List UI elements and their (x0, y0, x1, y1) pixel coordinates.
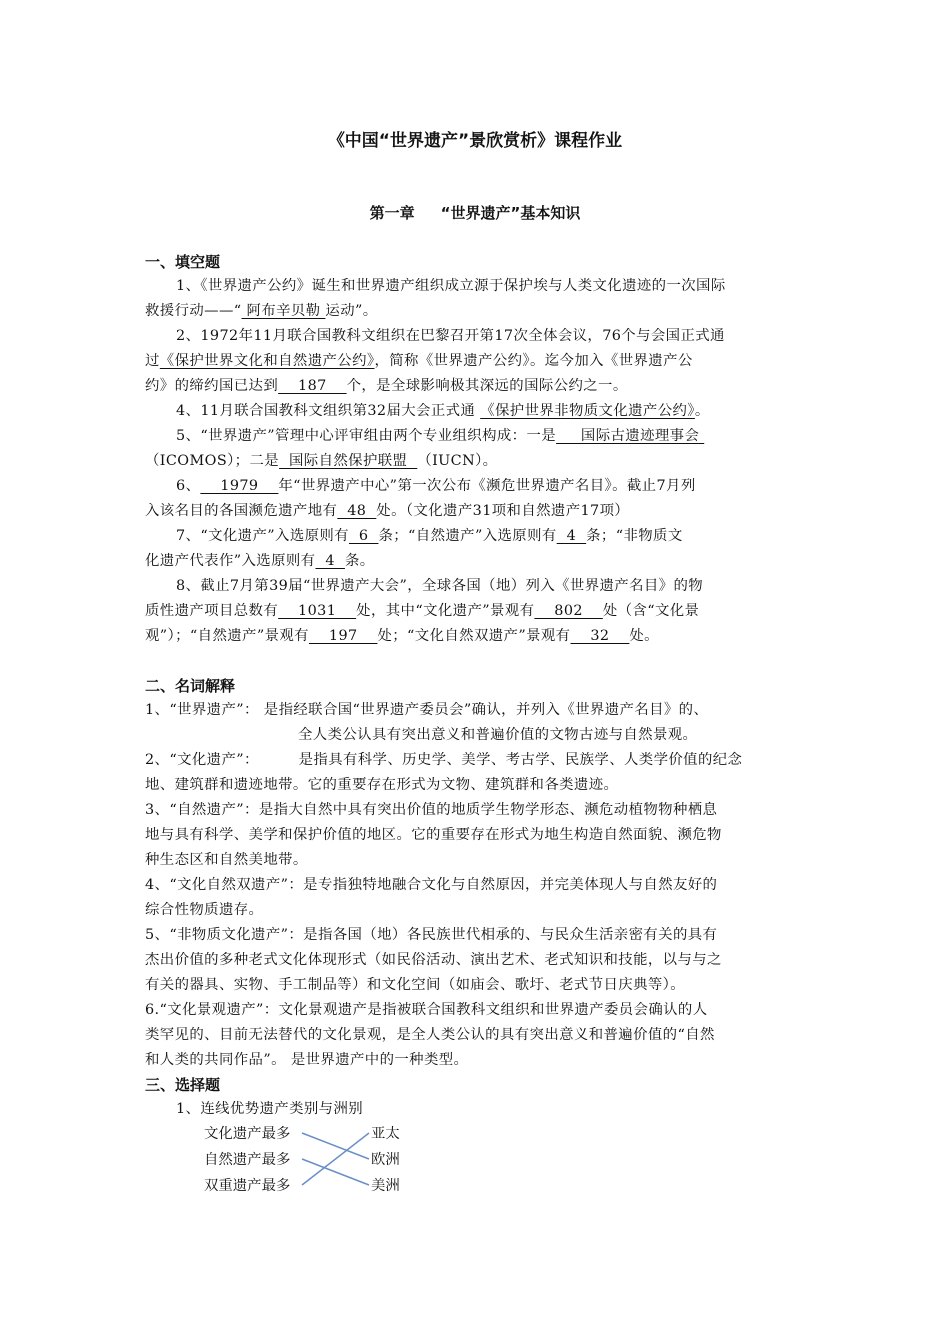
definition-3-line-1: 3、“自然遗产”：是指大自然中具有突出价值的地质学生物学形态、濒危动植物物种栖息 (145, 802, 718, 818)
definition-3-line-2: 地与具有科学、美学和保护价值的地区。它的重要存在形式为地生构造自然面貌、濒危物 (145, 827, 722, 843)
definition-5-line-2: 杰出价值的多种老式文化体现形式（如民俗活动、演出艺术、老式知识和技能，以与与之 (145, 952, 722, 968)
definition-2-line-2: 地、建筑群和遗迹地带。它的重要存在形式为文物、建筑群和各类遗迹。 (145, 777, 619, 793)
definition-4-line-2: 综合性物质遗存。 (145, 902, 264, 918)
definition-4-line-1: 4、“文化自然双遗产”：是专指独特地融合文化与自然原因，并完美体现人与自然友好的 (145, 877, 718, 893)
matching-question: 1、连线优势遗产类别与洲别 (176, 1101, 364, 1117)
question-2-line-3: 约》的缔约国已达到 187 个，是全球影响极其深远的国际公约之一。 (145, 378, 628, 394)
question-2-line-2: 过《保护世界文化和自然遗产公约》，简称《世界遗产公约》。迄今加入《世界遗产公 (145, 353, 693, 369)
question-6-line-2: 入该名目的各国濒危遗产地有 48 处。（文化遗产31项和自然遗产17项） (145, 503, 630, 519)
right-item-americas: 美洲 (371, 1178, 400, 1194)
question-1-line-2: 救援行动——“ 阿布辛贝勒 运动”。 (145, 303, 378, 319)
question-2-line-1: 2、1972年11月联合国教科文组织在巴黎召开第17次全体会议，76个与会国正式通 (176, 328, 725, 344)
definition-3-line-3: 种生态区和自然美地带。 (145, 852, 308, 868)
right-item-asia-pacific: 亚太 (371, 1126, 400, 1142)
answer-blank: 《保护世界非物质文化遗产公约》 (480, 403, 695, 419)
left-item-mixed: 双重遗产最多 (204, 1178, 291, 1194)
answer-blank: 国际自然保护联盟 (279, 453, 418, 469)
connector-cultural-europe (302, 1133, 369, 1159)
question-5-line-2: （ICOMOS）；二是 国际自然保护联盟 （IUCN）。 (145, 453, 498, 469)
answer-blank: 48 (337, 503, 377, 519)
question-5-line-1: 5、“世界遗产”管理中心评审组由两个专业组织构成：一是 国际古遗迹理事会 (176, 428, 705, 444)
answer-blank: 1031 (278, 603, 357, 619)
definition-2-line-1: 2、“文化遗产”： 是指具有科学、历史学、美学、考古学、民族学、人类学价值的纪念 (145, 752, 743, 768)
answer-blank: 32 (570, 628, 630, 644)
answer-blank: 197 (308, 628, 378, 644)
left-item-cultural: 文化遗产最多 (204, 1126, 291, 1142)
answer-blank: 4 (315, 553, 345, 569)
question-7-line-1: 7、“文化遗产”入选原则有 6 条；“自然遗产”入选原则有 4 条；“非物质文 (176, 528, 683, 544)
chapter-title: “世界遗产”基本知识 (440, 204, 581, 222)
answer-blank: 187 (278, 378, 347, 394)
chapter-number: 第一章 (369, 204, 415, 222)
definition-6-line-2: 类罕见的、目前无法替代的文化景观，是全人类公认的具有突出意义和普遍价值的“自然 (145, 1027, 715, 1043)
answer-blank: 1979 (200, 478, 279, 494)
question-1-line-1: 1、《世界遗产公约》诞生和世界遗产组织成立源于保护埃与人类文化遗迹的一次国际 (176, 278, 726, 294)
left-item-natural: 自然遗产最多 (204, 1152, 291, 1168)
connector-natural-americas (302, 1159, 369, 1185)
question-8-line-3: 观”）；“自然遗产”景观有 197 处；“文化自然双遗产”景观有 32 处。 (145, 628, 659, 644)
question-6-line-1: 6、 1979 年“世界遗产中心”第一次公布《濒危世界遗产名目》。截止7月列 (176, 478, 696, 494)
definition-5-line-3: 有关的器具、实物、手工制品等）和文化空间（如庙会、歌圩、老式节日庆典等）。 (145, 977, 686, 993)
section-heading-definitions: 二、名词解释 (145, 677, 236, 695)
section-heading-fill-blank: 一、填空题 (145, 253, 221, 271)
definition-1-line-1: 1、“世界遗产”： 是指经联合国“世界遗产委员会”确认，并列入《世界遗产名目》的、 (145, 702, 709, 718)
definition-6-line-1: 6.“文化景观遗产”：文化景观遗产是指被联合国教科文组织和世界遗产委员会确认的人 (145, 1002, 708, 1018)
answer-blank: 阿布辛贝勒 (241, 303, 326, 319)
answer-blank: 4 (556, 528, 587, 544)
question-4-line: 4、11月联合国教科文组织第32届大会正式通 《保护世界非物质文化遗产公约》。 (176, 403, 710, 419)
question-8-line-1: 8、截止7月第39届“世界遗产大会”，全球各国（地）列入《世界遗产名目》的物 (176, 578, 704, 594)
document-title: 《中国“世界遗产”景欣赏析》课程作业 (327, 131, 623, 151)
definition-6-line-3: 和人类的共同作品”。 是世界遗产中的一种类型。 (145, 1052, 469, 1068)
section-heading-choice: 三、选择题 (145, 1076, 221, 1094)
definition-1-line-2: 全人类公认具有突出意义和普遍价值的文物古迹与自然景观。 (298, 727, 698, 743)
question-8-line-2: 质性遗产项目总数有 1031 处，其中“文化遗产”景观有 802 处（含“文化景 (145, 603, 700, 619)
answer-blank: 6 (348, 528, 379, 544)
question-7-line-2: 化遗产代表作”入选原则有 4 条。 (145, 553, 375, 569)
connector-mixed-asia-pacific (302, 1133, 369, 1185)
answer-blank: 《保护世界文化和自然遗产公约》 (159, 353, 375, 369)
answer-blank: 国际古遗迹理事会 (556, 428, 705, 444)
definition-5-line-1: 5、“非物质文化遗产”：是指各国（地）各民族世代相承的、与民众生活亲密有关的具有 (145, 927, 718, 943)
right-item-europe: 欧洲 (371, 1152, 400, 1168)
answer-blank: 802 (534, 603, 603, 619)
